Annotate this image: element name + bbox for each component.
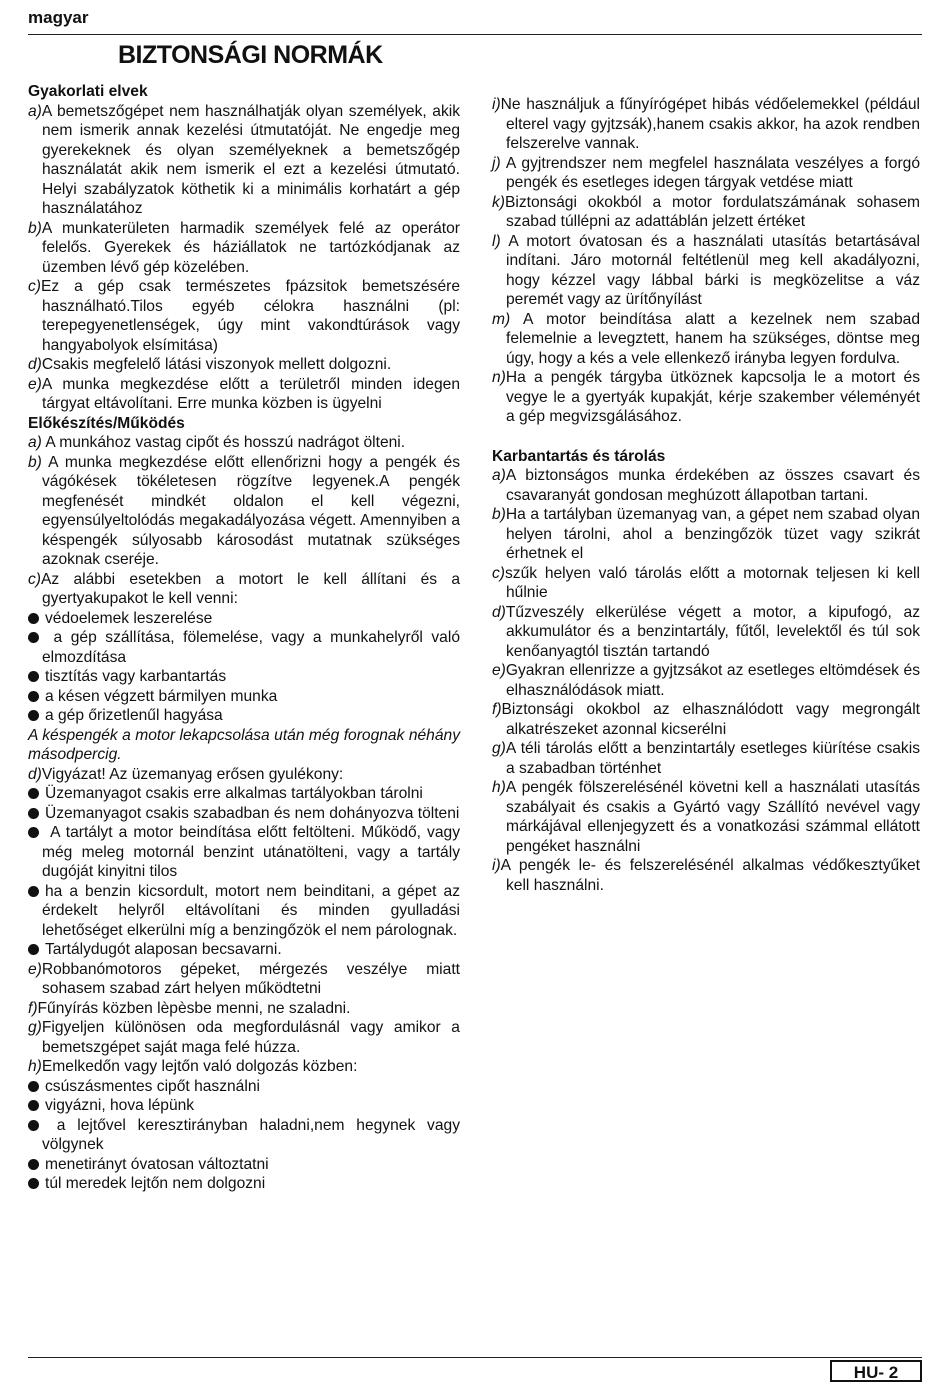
list-item: h)Emelkedőn vagy lejtőn való dolgozás közben: [28, 1058, 358, 1075]
list-item: c)szűk helyen való tárolás előtt a motornak teljesen ki kell hűlnie [492, 564, 920, 601]
language-label: magyar [28, 8, 89, 27]
list-item: e)Gyakran ellenrizze a gyjtzsákot az esetleges eltömdések és elhasználódások miatt. [492, 662, 920, 699]
page-title: BIZTONSÁGI NORMÁK [118, 41, 383, 69]
bullet-icon [28, 827, 39, 838]
list-item: e)Robbanómotoros gépeket, mérgezés veszélye miatt sohasem szabad zárt helyen működtetni [28, 960, 460, 997]
bullet-item: tisztítás vagy karbantartás [28, 667, 460, 687]
list-item: d)Csakis megfelelő látási viszonyok mellett dolgozni. [28, 356, 392, 373]
bullet-item: Tartálydugót alaposan becsavarni. [28, 940, 460, 960]
bullet-icon [28, 1081, 39, 1092]
bullet-item: túl meredek lejtőn nem dolgozni [28, 1174, 460, 1194]
list-item: e)A munka megkezdése előtt a területről minden idegen tárgyat eltávolítani. Erre munka közben is ügyelni [28, 375, 460, 412]
page-number: HU- 2 [830, 1360, 922, 1382]
bullet-item: csúszásmentes cipőt használni [28, 1077, 460, 1097]
bullet-icon [28, 1100, 39, 1111]
list-item: f)Fűnyírás közben lèpèsbe menni, ne szaladni. [28, 999, 351, 1017]
list-item: i)A pengék le- és felszerelésénél alkalmas védőkesztyűket kell használni. [492, 857, 920, 894]
left-column [28, 82, 460, 1194]
warning-note: A késpengék a motor lekapcsolása után még forognak néhány másodpercig. [28, 726, 460, 763]
bullet-icon [28, 710, 39, 721]
list-item: g)Figyeljen különösen oda megfordulásnál vagy amikor a bemetszgépet saját maga felé húzza. [28, 1019, 460, 1056]
list-item: g)A téli tárolás előtt a benzintartály esetleges kiürítése csakis a szabadban történhet [492, 740, 920, 777]
list-item: i)Ne használjuk a fűnyírógépet hibás védőelemekkel (például elterel vagy gyjtzsák),hanem csakis akkor, ha azok rendben felszerelve vannak. [492, 96, 920, 152]
bullet-icon [28, 886, 39, 897]
bullet-icon [28, 671, 39, 682]
list-item: j) A gyjtrendszer nem megfelel használata veszélyes a forgó pengék és esetleges idegen tárgyak vetdése miatt [492, 154, 920, 191]
list-item: m) A motor beindítása alatt a kezelnek nem szabad felemelnie a levegztett, hanem ha szükséges, döntse meg úgy, hogy a kés a vele ellenkező irányba legyen fordulva. [492, 310, 920, 367]
bullet-item: a késen végzett bármilyen munka [28, 687, 460, 707]
bullet-icon [28, 944, 39, 955]
bullet-item: védoelemek leszerelése [28, 609, 460, 629]
list-item: b)A munkaterületen harmadik személyek felé az operátor felelős. Gyerekek és háziállatok ne tartózkódjanak az üzemben lévő gép közelében. [28, 219, 460, 276]
list-item: a)A biztonságos munka érdekében az összes csavart és csavaranyát gondosan meghúzott állapotban tartani. [492, 467, 920, 504]
bullet-item: vigyázni, hova lépünk [28, 1096, 460, 1116]
section-title-practical: Gyakorlati elvek [28, 83, 148, 100]
bullet-item: a gép őrizetlenűl hagyása [28, 706, 460, 726]
list-item: d)Tűzveszély elkerülése végett a motor, a kipufogó, az akkumulátor és a benzintartály, fűtől, levelektől és túl sok kenőanyagtól tisztán tartandó [492, 603, 920, 660]
bullet-icon [28, 1159, 39, 1170]
bullet-item: Üzemanyagot csakis szabadban és nem dohányozva tölteni [28, 804, 460, 824]
bullet-item: A tartályt a motor beindítása előtt feltölteni. Működő, vagy még meleg motornál benzint utánatölteni, vagy a tartály dugóját kinyitni tilos [28, 823, 460, 882]
header-rule [28, 34, 922, 35]
bullet-item: a lejtővel keresztirányban haladni,nem hegynek vagy völgynek [28, 1116, 460, 1155]
list-item: a)A bemetszőgépet nem használhatják olyan személyek, akik nem ismerik annak kezelési útmutatóját. Ne engedje meg gyerekeknek és olyan személyeknek a bemetszőgép használatát akik nem ismerik el ezt a kezelési útmutató. Helyi szabályzatok köthetik ki a minimális korhatárt a gép használatához [28, 102, 460, 217]
footer-rule [28, 1357, 922, 1358]
section-title-preparation: Előkészítés/Működés [28, 414, 185, 432]
bullet-item: ha a benzin kicsordult, motort nem beinditani, a gépet az érdekelt helyről eltávolítani és minden gyulladási lehetőséget elkerülni míg a benzingőzök el nem párolognak. [28, 882, 460, 941]
list-item: b)Ha a tartályban üzemanyag van, a gépet nem szabad olyan helyen tárolni, ahol a benzingőzök tüzet vagy szikrát érhetnek el [492, 506, 920, 562]
bullet-icon [28, 808, 39, 819]
list-item: b) A munka megkezdése előtt ellenőrizni hogy a pengék és vágókések tökéletesen rögzítve legyenek.A pengék megfenését mindkét oldalon el kell végezni, egyensúlyeltolódás megakadályozása végett. Amennyiben a késpengék súlyosabb károsodást mutatnak szükséges azoknak cseréje. [28, 453, 460, 568]
list-item: l) A motort óvatosan és a használati utasítás betartásával indítani. Járo motornál feltétlenül meg kell akadályozni, hogy kézzel vagy lábbal bárki is megközelitse a váz peremét vagy az ürítőnyílást [492, 232, 920, 308]
spacer [492, 427, 920, 447]
list-item: d)Vigyázat! Az üzemanyag erősen gyulékony: [28, 765, 344, 783]
bullet-icon [28, 691, 39, 702]
list-item: c)Ez a gép csak természetes fpázsitok bemetszésére használható.Tilos egyéb célokra használni (pl: terepegyenetlenségek, úgy mint vakondtúrások vagy hangyabolyok elsímitása) [28, 278, 460, 354]
bullet-icon [28, 1178, 39, 1189]
bullet-icon [28, 1120, 39, 1131]
list-item: f)Biztonsági okokbol az elhasználódott vagy megrongált alkatrészeket azonnal kicserélni [492, 701, 920, 738]
section-title-maintenance: Karbantartás és tárolás [492, 447, 666, 465]
list-item: c)Az alábbi esetekben a motort le kell állítani és a gyertyakupakot le kell venni: [28, 570, 460, 607]
list-item: k)Biztonsági okokból a motor fordulatszámának sohasem szabad túllépni az adattáblán jelzett értéket [492, 193, 920, 230]
list-item: a) A munkához vastag cipőt és hosszú nadrágot ölteni. [28, 434, 406, 451]
bullet-item: a gép szállítása, fölemelése, vagy a munkahelyről való elmozdítása [28, 628, 460, 667]
bullet-icon [28, 632, 39, 643]
bullet-item: menetirányt óvatosan változtatni [28, 1155, 460, 1175]
list-item: n)Ha a pengék tárgyba ütköznek kapcsolja le a motort és vegye le a gyertyák kupakját, kérje szakember véleményét a gép megvizsgálásához. [492, 369, 920, 425]
bullet-icon [28, 613, 39, 624]
list-item: h)A pengék fölszerelésénél követni kell a használati utasítás szabályait és csakis a Gyártó vagy Szállító nevével vagy márkájával ellenjegyzett és a vonatkozási számmal ellátott pengéket használni [492, 779, 920, 855]
bullet-icon [28, 788, 39, 799]
bullet-item: Üzemanyagot csakis erre alkalmas tartályokban tárolni [28, 784, 460, 804]
right-column [492, 95, 920, 895]
